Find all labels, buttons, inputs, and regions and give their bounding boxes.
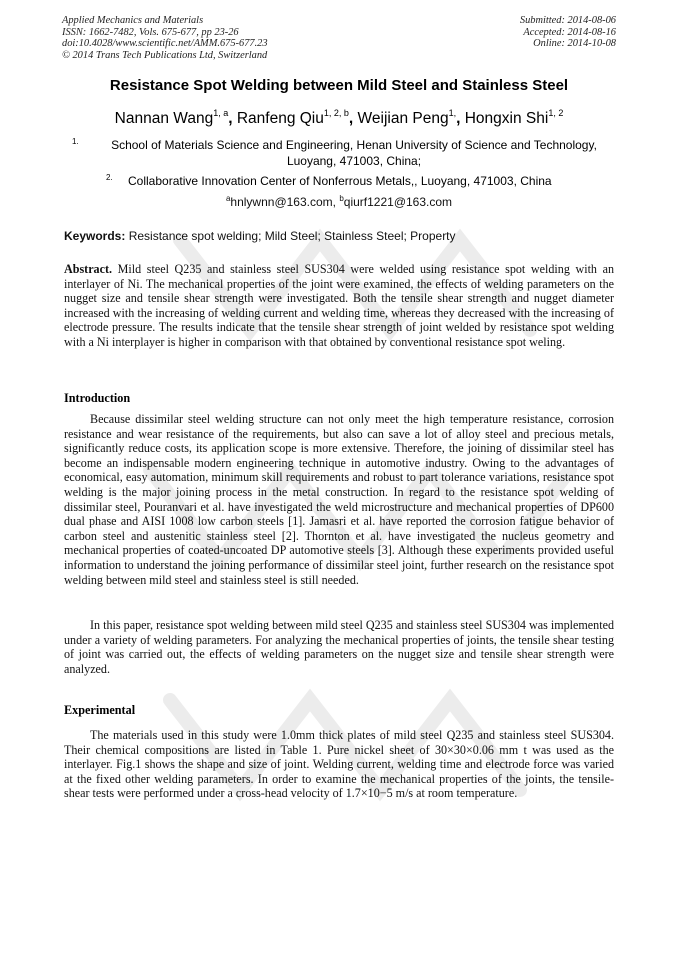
accepted-date: Accepted: 2014-08-16 bbox=[523, 26, 616, 38]
affiliation-number: 2. bbox=[106, 173, 113, 182]
journal-info bbox=[62, 15, 268, 61]
abstract bbox=[64, 262, 614, 350]
submitted-date: Submitted: 2014-08-06 bbox=[519, 15, 616, 26]
author-list: Nannan Wang$^{1, a}$, Ranfeng Qiu$^{1, 2, b}$, Weijian Peng$^{1,}$, Hongxin Shi$^{1, 2}$ bbox=[114, 108, 564, 127]
email-link[interactable]: hnlywnn@163.com, bbox=[230, 195, 340, 209]
email-link[interactable]: qiurf1221@163.com bbox=[343, 195, 453, 209]
section-heading-introduction: Introduction bbox=[64, 391, 131, 405]
email-sup: b bbox=[339, 194, 344, 203]
journal-doi: doi:10.4028/www.scientific.net/AMM.675-677.23 bbox=[62, 38, 268, 50]
submission-dates bbox=[520, 15, 616, 50]
affiliation-text: Collaborative Innovation Center of Nonferrous Metals,, Luoyang, 471003, China bbox=[128, 174, 552, 188]
section-heading-experimental: Experimental bbox=[64, 703, 136, 717]
author-affiliation-sup: 1, 2 bbox=[548, 108, 564, 118]
journal-issn: ISSN: 1662-7482, Vols. 675-677, pp 23-26 bbox=[62, 26, 239, 38]
introduction-paragraph-1: Because dissimilar steel welding structure can not only meet the high temperature resistance, corrosion resistance and wear resistance of the requirements, but also can save a lot of alloy steel and precious metals, significantly reduce costs, its application scope is more extensive. Therefore, the joining of dissimilar steel has become an indispensable modern engineering technique in automotive industry. Owing to the advantages of economical, easy automation, minimum skill requirements and robust to part tolerance variations, resistance spot welding is the major joining process in the metal construction. In regard to the resistance spot welding of dissimilar steel, Pouranvari et al. have investigated the weld microstructure and mechanical properties of DP600 dual phase and AISI 1008 low carbon steels [1]. Jamasri et al. have reported the corrosion fatigue behavior of carbon steel and austenitic stainless steel [2]. Thornton et al. have investigated the nucleus geometry and mechanical properties of coated-uncoated DP automotive steels [3]. Although these experiments provided useful information to understand the joining performance of dissimilar steel joint, further research on the resistance spot welding between mild steel and stainless steel is still needed. bbox=[64, 412, 614, 587]
author-name: Ranfeng Qiu bbox=[236, 110, 324, 127]
keywords bbox=[64, 229, 616, 243]
abstract-text: Mild steel Q235 and stainless steel SUS304 were welded using resistance spot welding with an interlayer of Ni. The mechanical properties of the joint were examined, the effects of welding parameters on the nugget size and tensile shear strength were investigated. Both the tensile shear strength and nugget diameter increased with the increasing of welding current and welding time, whereas they decreased with the increasing of electrode pressure. The results indicate that the tensile shear strength of joint welded by resistance spot welding with a Ni interplayer is higher in comparison with that obtained by conventional resistance spot weling. bbox=[64, 262, 614, 349]
affiliation-text: School of Materials Science and Engineering, Henan University of Science and Technology, Luoyang, 471003, China; bbox=[111, 138, 597, 168]
paper-title: Resistance Spot Welding between Mild Steel and Stainless Steel bbox=[109, 77, 569, 94]
affiliation-2 bbox=[106, 173, 588, 189]
author-affiliation-sup: 1, bbox=[448, 108, 457, 118]
author-affiliation-sup: 1, 2, b bbox=[323, 108, 349, 118]
abstract-label: Abstract. bbox=[64, 262, 113, 276]
author-name: Nannan Wang bbox=[114, 110, 214, 127]
affiliation-1 bbox=[72, 137, 614, 169]
experimental-paragraph-1: The materials used in this study were 1.0mm thick plates of mild steel Q235 and stainless steel SUS304. Their chemical compositions are listed in Table 1. Pure nickel sheet of 30×30×0.06 mm t was used as the interlayer. Fig.1 shows the shape and size of joint. Welding current, welding time and electrode force was varied at the fixed other welding parameters. In order to examine the mechanical properties of the joints, the tensile-shear tests were performed under a cross-head velocity of 1.7×10−5 m/s at room temperature. bbox=[64, 728, 614, 801]
author-name: Weijian Peng bbox=[357, 110, 449, 127]
keywords-label: Keywords: bbox=[64, 229, 126, 243]
keywords-text: Resistance spot welding; Mild Steel; Stainless Steel; Property bbox=[125, 229, 456, 243]
author-affiliation-sup: 1, a bbox=[213, 108, 229, 118]
journal-copyright: © 2014 Trans Tech Publications Ltd, Switzerland bbox=[62, 49, 268, 61]
author-name: Hongxin Shi bbox=[464, 110, 549, 127]
author-emails bbox=[0, 194, 678, 209]
email-sup: a bbox=[225, 194, 231, 203]
online-date: Online: 2014-10-08 bbox=[533, 38, 616, 50]
journal-name: Applied Mechanics and Materials bbox=[62, 15, 204, 26]
affiliation-number: 1. bbox=[72, 137, 79, 146]
introduction-paragraph-2: In this paper, resistance spot welding between mild steel Q235 and stainless steel SUS304 was implemented under a variety of welding parameters. For analyzing the mechanical properties of joints, the tensile shear testing of joint was carried out, the effects of welding parameters on the nugget size and tensile shear strength were analyzed. bbox=[64, 618, 614, 676]
